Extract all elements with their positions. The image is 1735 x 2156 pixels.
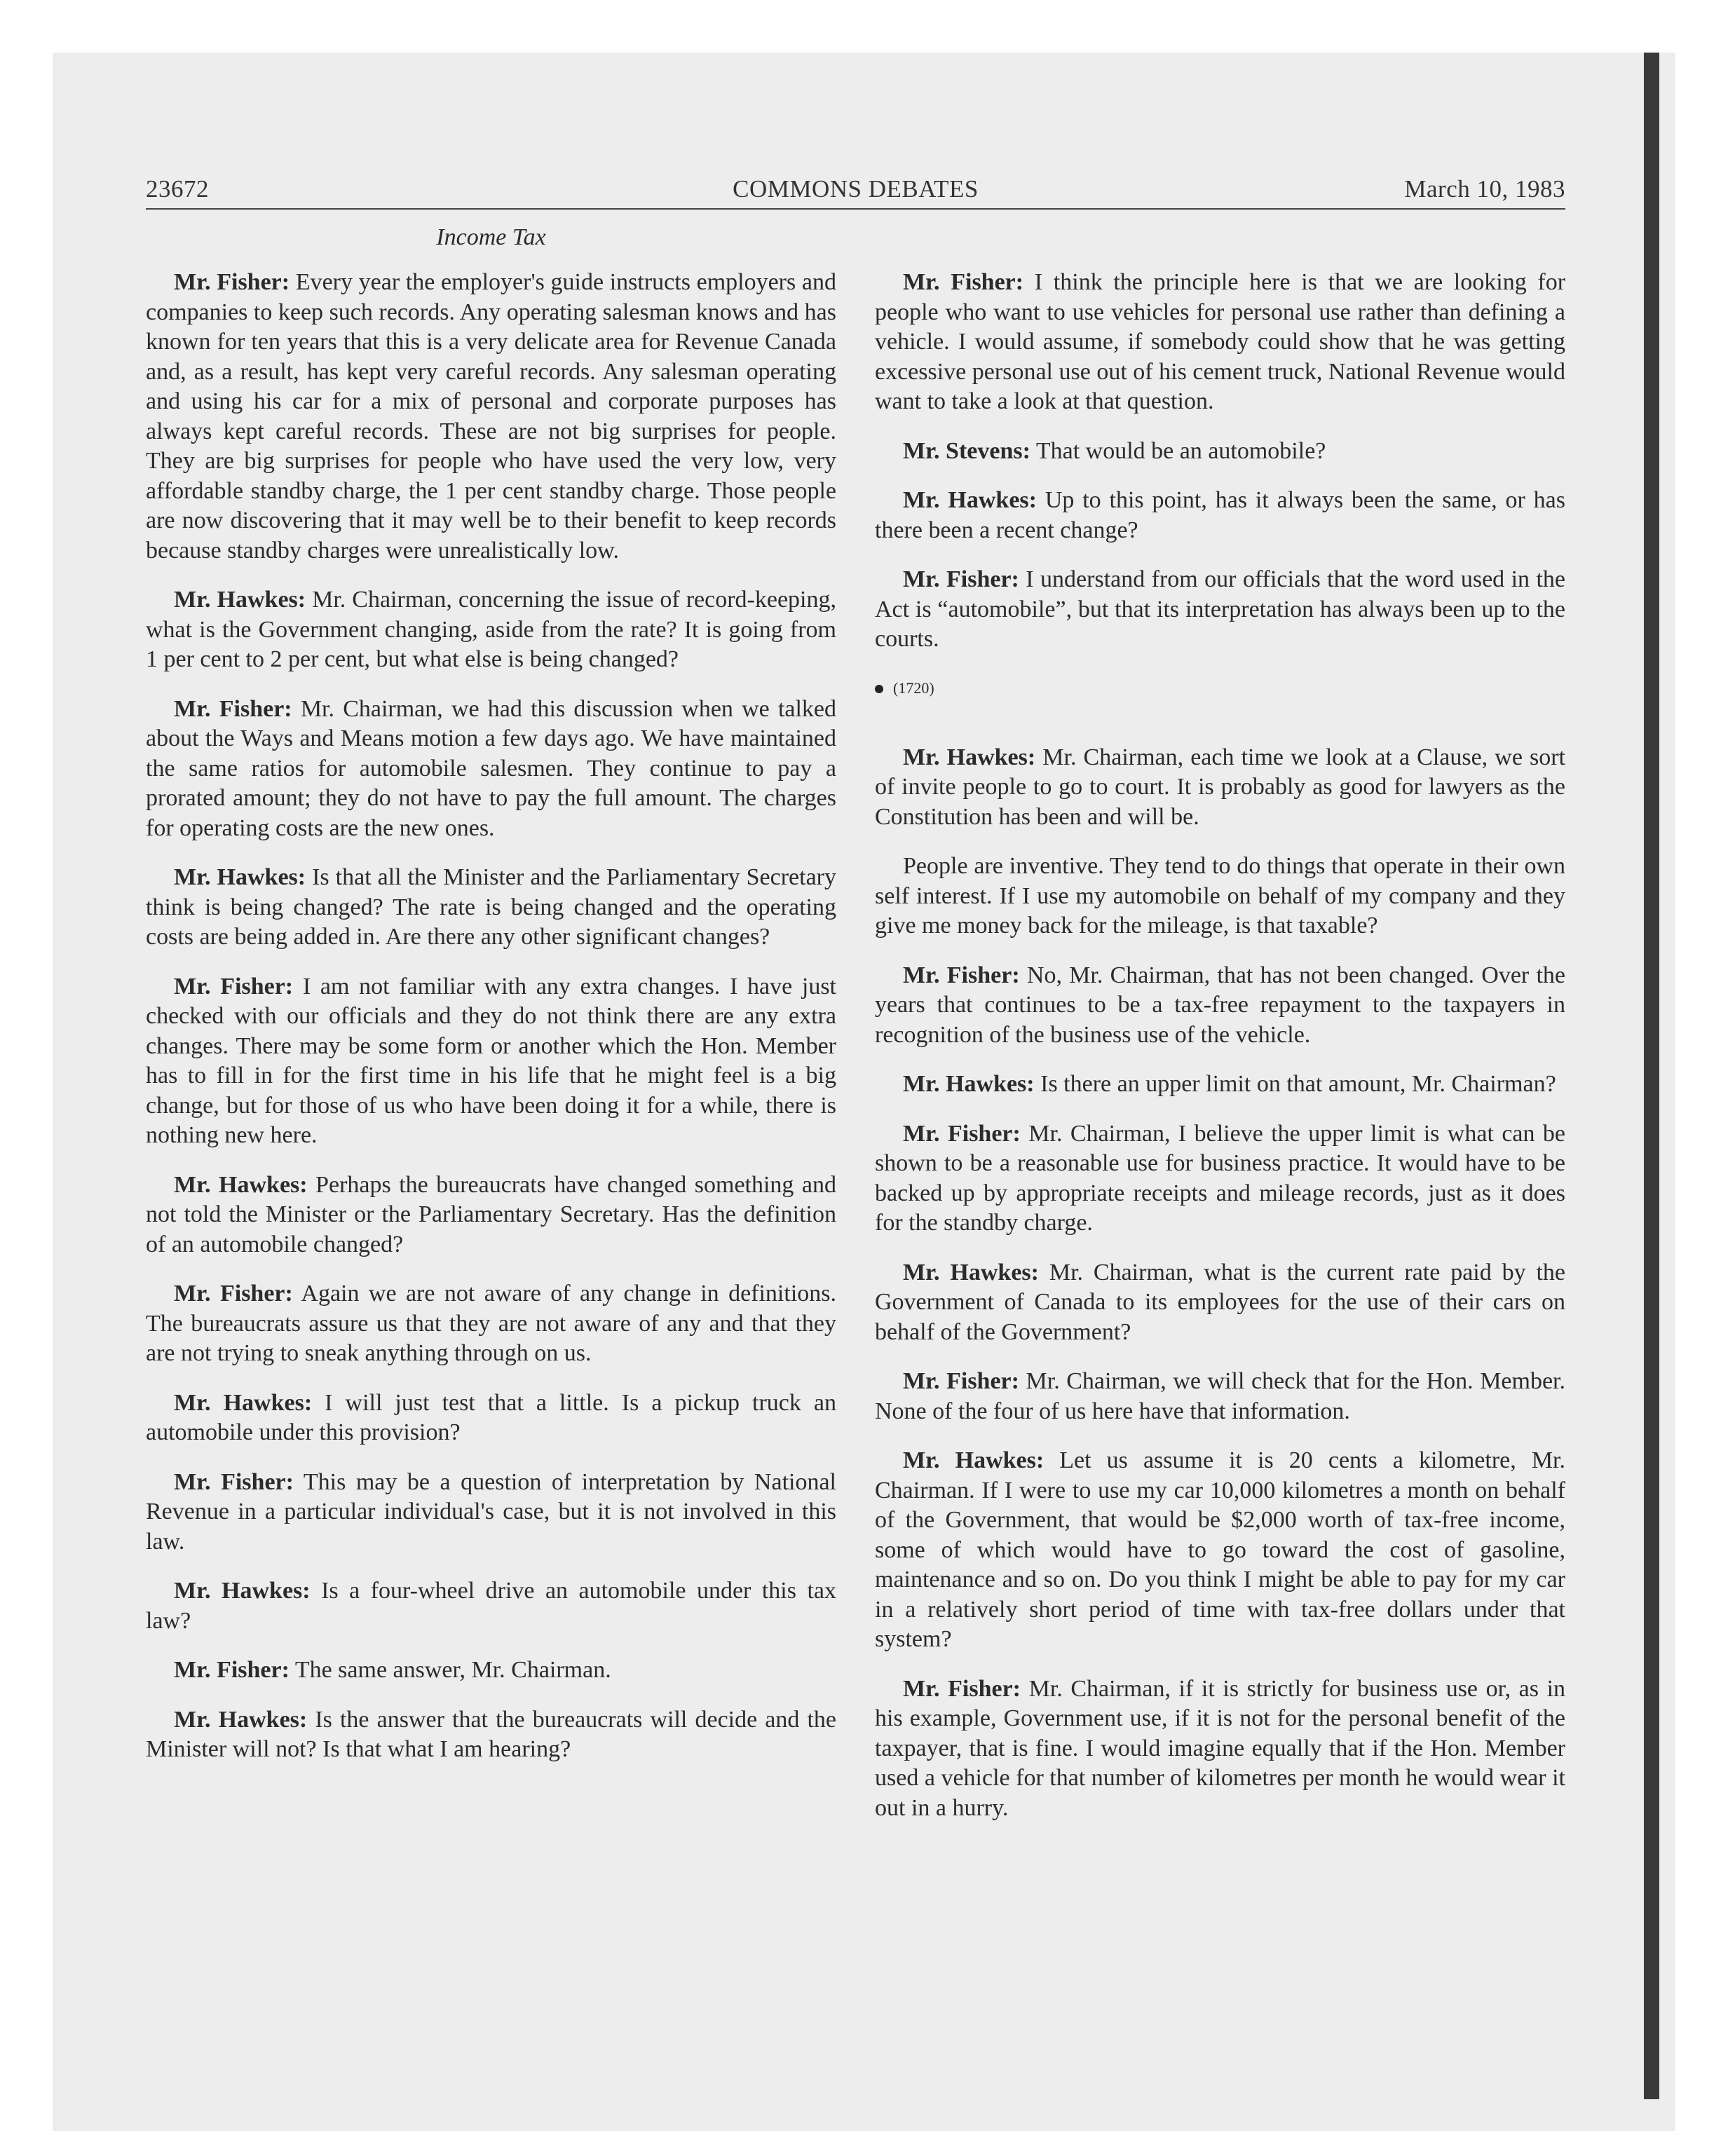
speaker-name: Mr. Fisher:	[174, 1468, 294, 1495]
speaker-name: Mr. Hawkes:	[174, 587, 306, 613]
right-column-paragraphs-top	[875, 268, 1565, 655]
debate-paragraph	[146, 1468, 836, 1557]
speech-text: Mr. Chairman, each time we look at a Clause, we sort of invite people to go to court. It is probably as good for lawyers as the Constitution has been and will be.	[875, 744, 1565, 830]
speaker-name: Mr. Fisher:	[174, 695, 292, 722]
speech-text: I will just test that a little. Is a pickup truck an automobile under this provision?	[146, 1389, 836, 1445]
speech-text: I understand from our officials that the word used in the Act is “automobile”, but that its interpretation has always been up to the courts.	[875, 566, 1566, 652]
debate-paragraph	[875, 1674, 1565, 1824]
speaker-name: Mr. Hawkes:	[174, 1578, 311, 1604]
speaker-name: Mr. Hawkes:	[903, 744, 1036, 770]
debate-paragraph	[146, 585, 836, 675]
debate-paragraph	[875, 1070, 1565, 1100]
speaker-name: Mr. Hawkes:	[903, 1259, 1039, 1285]
speech-text: Up to this point, has it always been the same, or has there been a recent change?	[875, 487, 1566, 543]
speech-text: Again we are not aware of any change in definitions. The bureaucrats assure us that they are not aware of any and that they are not trying to sneak anything through on us.	[146, 1281, 837, 1366]
speaker-name: Mr. Hawkes:	[903, 487, 1037, 513]
speech-text: Is the answer that the bureaucrats will decide and the Minister will not? Is that what I am hearing?	[146, 1706, 837, 1762]
debate-paragraph	[875, 743, 1565, 833]
speech-text: That would be an automobile?	[1035, 437, 1326, 464]
speech-text: Perhaps the bureaucrats have changed something and not told the Minister or the Parliamentary Secretary. Has the definition of an automobile changed?	[146, 1171, 836, 1257]
speech-text: The same answer, Mr. Chairman.	[294, 1657, 611, 1683]
debate-paragraph	[146, 1576, 836, 1636]
speaker-name: Mr. Fisher:	[903, 962, 1020, 988]
debate-paragraph	[875, 1258, 1565, 1348]
debate-paragraph	[146, 1171, 836, 1260]
speaker-name: Mr. Hawkes:	[174, 1389, 313, 1416]
time-marker-text: (1720)	[893, 678, 934, 697]
scan-edge-shadow	[1644, 53, 1659, 2099]
debate-paragraph	[146, 695, 836, 844]
speech-text: Mr. Chairman, if it is strictly for business use or, as in his example, Government use, if it is not for the personal benefit of the taxpayer, that is fine. I would imagine equally that if the Hon. Member used a vehicle for that number of kilometres per month he would wear it out in a hurry.	[875, 1675, 1566, 1821]
speaker-name: Mr. Fisher:	[903, 269, 1024, 295]
debate-paragraph	[875, 1446, 1565, 1655]
speaker-name: Mr. Hawkes:	[174, 864, 306, 890]
speech-text: Mr. Chairman, we had this discussion when we talked about the Ways and Means motion a few days ago. We have maintained the same ratios for automobile salesmen. They continue to pay a prorated amount; they do not have to pay the full amount. The charges for operating costs are the new ones.	[146, 695, 837, 841]
debate-paragraph	[875, 565, 1565, 655]
debate-paragraph	[875, 852, 1565, 941]
speaker-name: Mr. Fisher:	[174, 1657, 290, 1683]
debate-paragraph	[875, 1119, 1565, 1239]
section-title: Income Tax	[436, 224, 546, 250]
speech-text: Is there an upper limit on that amount, Mr. Chairman?	[1040, 1071, 1556, 1097]
header-rule	[146, 208, 1565, 210]
speaker-name: Mr. Fisher:	[903, 1675, 1021, 1702]
left-column	[146, 223, 836, 1785]
speaker-name: Mr. Fisher:	[903, 566, 1019, 592]
speech-text: I think the principle here is that we are looking for people who want to use vehicles for personal use rather than defining a vehicle. I would assume, if somebody could show that he was getting excessive personal use out of his cement truck, National Revenue would want to take a look at that question.	[875, 269, 1566, 414]
publication-title: COMMONS DEBATES	[733, 175, 979, 203]
speech-text: Is a four-wheel drive an automobile under this tax law?	[146, 1578, 836, 1634]
debate-paragraph	[875, 961, 1565, 1051]
speaker-name: Mr. Hawkes:	[174, 1706, 308, 1733]
left-column-paragraphs	[146, 268, 836, 1765]
time-marker	[875, 674, 1565, 702]
debate-paragraph	[146, 863, 836, 953]
debate-paragraph	[146, 268, 836, 566]
speech-text: People are inventive. They tend to do things that operate in their own self interest. If I use my automobile on behalf of my company and they give me money back for the mileage, is that taxable?	[875, 853, 1565, 939]
publication-date: March 10, 1983	[1404, 175, 1565, 203]
speech-text: Mr. Chairman, I believe the upper limit is what can be shown to be a reasonable use for business practice. It would have to be backed up by appropriate receipts and mileage records, just as it does for the standby charge.	[875, 1120, 1566, 1236]
debate-paragraph	[875, 1367, 1565, 1426]
speaker-name: Mr. Hawkes:	[903, 1071, 1035, 1097]
speech-text: Every year the employer's guide instructs employers and companies to keep such records. Any operating salesman knows and has known for ten years that this is a very delicate area for Revenue Canada and, as a result, has kept very careful records. Any salesman operating and using his car for a mix of personal and corporate purposes has always kept careful records. These are not big surprises for people. They are big surprises for people who have used the very low, very affordable standby charge, the 1 per cent standby charge. Those people are now discovering that it may well be to their benefit to keep records because standby charges were unrealistically low.	[146, 269, 837, 564]
right-column-paragraphs-bottom	[875, 743, 1565, 1824]
speaker-name: Mr. Fisher:	[174, 973, 294, 999]
speech-text: Mr. Chairman, concerning the issue of record-keeping, what is the Government changing, aside from the rate? It is going from 1 per cent to 2 per cent, but what else is being changed?	[146, 587, 836, 672]
speaker-name: Mr. Hawkes:	[174, 1171, 308, 1198]
debate-paragraph	[146, 972, 836, 1151]
speech-text: This may be a question of interpretation by National Revenue in a particular individual's case, but it is not involved in this law.	[146, 1468, 836, 1555]
debate-paragraph	[875, 437, 1565, 467]
debate-paragraph	[146, 1279, 836, 1369]
page-header	[146, 175, 1565, 209]
speaker-name: Mr. Stevens:	[903, 437, 1030, 464]
bullet-icon	[875, 685, 883, 693]
speaker-name: Mr. Fisher:	[174, 1281, 293, 1306]
speech-text: No, Mr. Chairman, that has not been changed. Over the years that continues to be a tax-free repayment to the taxpayers in recognition of the business use of the vehicle.	[875, 962, 1566, 1048]
speech-text: I am not familiar with any extra changes. I have just checked with our officials and they do not think there are any extra changes. There may be some form or another which the Hon. Member has to fill in for the first time in his life that he might feel is a big change, but for those of us who have been doing it for a while, there is nothing new here.	[146, 973, 837, 1148]
speaker-name: Mr. Hawkes:	[903, 1447, 1045, 1473]
debate-paragraph	[875, 486, 1565, 545]
debate-paragraph	[146, 1389, 836, 1448]
speaker-name: Mr. Fisher:	[903, 1368, 1019, 1394]
speaker-name: Mr. Fisher:	[903, 1120, 1021, 1147]
page-number: 23672	[146, 175, 209, 203]
right-column	[875, 268, 1565, 1843]
speech-text: Mr. Chairman, what is the current rate paid by the Government of Canada to its employees for the use of their cars on behalf of the Government?	[875, 1259, 1565, 1345]
speaker-name: Mr. Fisher:	[174, 269, 290, 295]
debate-paragraph	[146, 1705, 836, 1765]
debate-paragraph	[875, 268, 1565, 417]
speech-text: Mr. Chairman, we will check that for the Hon. Member. None of the four of us here have that information.	[875, 1368, 1565, 1424]
debate-paragraph	[146, 1656, 836, 1686]
speech-text: Is that all the Minister and the Parliamentary Secretary think is being changed? The rate is being changed and the operating costs are being added in. Are there any other significant changes?	[146, 864, 837, 950]
speech-text: Let us assume it is 20 cents a kilometre, Mr. Chairman. If I were to use my car 10,000 kilometres a month on behalf of the Government, that would be $2,000 worth of tax-free income, some of which would have to go toward the cost of gasoline, maintenance and so on. Do you think I might be able to pay for my car in a relatively short period of time with tax-free dollars under that system?	[875, 1447, 1565, 1652]
